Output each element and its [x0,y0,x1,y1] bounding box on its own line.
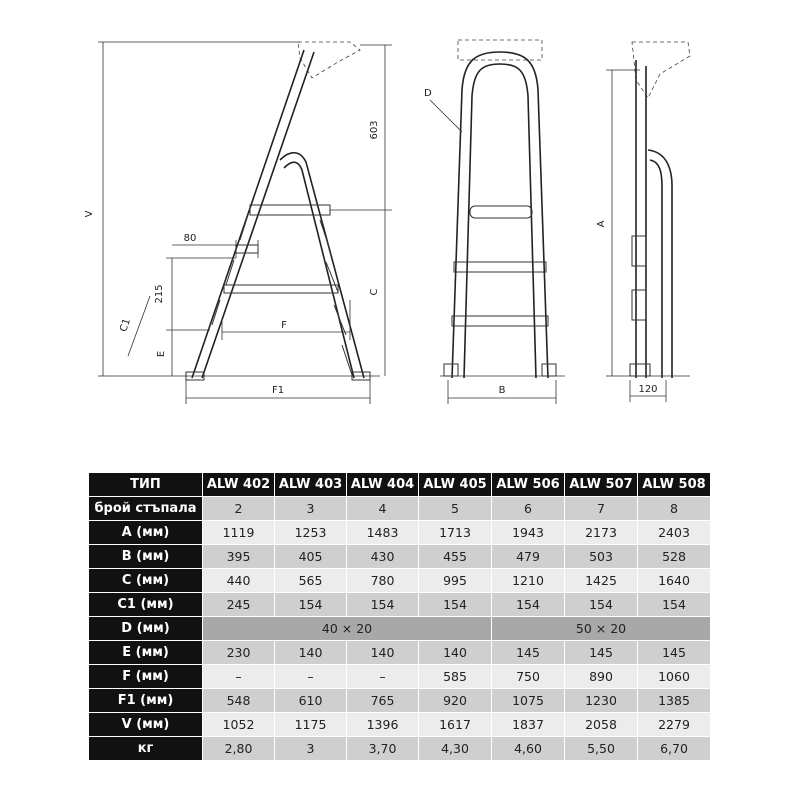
cell: 1052 [203,713,275,737]
cell: 780 [347,569,419,593]
cell: 145 [638,641,711,665]
cell: 145 [565,641,638,665]
cell: 5 [419,497,492,521]
header-model: ALW 403 [275,473,347,497]
cell: 154 [638,593,711,617]
cell: 3 [275,737,347,761]
cell: 528 [638,545,711,569]
cell: 154 [492,593,565,617]
table-row [89,665,711,689]
header-model: ALW 506 [492,473,565,497]
cell: 548 [203,689,275,713]
row-label: F (мм) [89,665,203,689]
table-row [89,569,711,593]
label-a: A [596,220,607,228]
cell: – [203,665,275,689]
label-80: 80 [183,233,197,244]
cell: 1210 [492,569,565,593]
cell: 479 [492,545,565,569]
cell: 154 [565,593,638,617]
cell: 154 [347,593,419,617]
cell: 1060 [638,665,711,689]
row-label: F1 (мм) [89,689,203,713]
cell: 1075 [492,689,565,713]
row-label: брой стъпала [89,497,203,521]
cell: 4 [347,497,419,521]
cell: 750 [492,665,565,689]
label-d: D [424,88,432,99]
cell: 1396 [347,713,419,737]
cell: 890 [565,665,638,689]
cell: 2173 [565,521,638,545]
table-row [89,641,711,665]
row-label: E (мм) [89,641,203,665]
cell: 585 [419,665,492,689]
label-c1: C1 [118,317,133,334]
label-c: C [369,288,380,296]
cell: 4,60 [492,737,565,761]
cell: – [347,665,419,689]
cell: 1943 [492,521,565,545]
cell: 765 [347,689,419,713]
specification-table [88,472,711,761]
cell: 4,30 [419,737,492,761]
cell: 6 [492,497,565,521]
cell: 145 [492,641,565,665]
header-model: ALW 402 [203,473,275,497]
cell: 920 [419,689,492,713]
cell: 140 [275,641,347,665]
cell: 7 [565,497,638,521]
table-row [89,545,711,569]
cell: 3 [275,497,347,521]
label-v: V [84,210,95,218]
cell: 1230 [565,689,638,713]
cell: 230 [203,641,275,665]
cell: 5,50 [565,737,638,761]
cell: 245 [203,593,275,617]
row-label: кг [89,737,203,761]
table-row [89,497,711,521]
row-label: D (мм) [89,617,203,641]
cell: 140 [347,641,419,665]
cell: 1253 [275,521,347,545]
cell: 140 [419,641,492,665]
header-model: ALW 508 [638,473,711,497]
cell: 2403 [638,521,711,545]
cell: 1425 [565,569,638,593]
label-f1: F1 [271,385,285,396]
cell: 1175 [275,713,347,737]
cell: 2279 [638,713,711,737]
cell: 8 [638,497,711,521]
table-row [89,617,711,641]
cell: 1385 [638,689,711,713]
cell: 154 [275,593,347,617]
table-header-row [89,473,711,497]
cell: 455 [419,545,492,569]
cell: 2058 [565,713,638,737]
table-row [89,713,711,737]
label-120: 120 [638,384,658,395]
label-215: 215 [154,284,165,304]
row-label: A (мм) [89,521,203,545]
folded-view [596,42,690,402]
table-row [89,689,711,713]
cell: 405 [275,545,347,569]
cell: 1617 [419,713,492,737]
table-row [89,737,711,761]
cell: 2 [203,497,275,521]
cell-merged: 40 × 20 [203,617,492,641]
cell: 503 [565,545,638,569]
label-e: E [156,350,167,358]
cell-merged: 50 × 20 [492,617,711,641]
row-label: C (мм) [89,569,203,593]
cell: 565 [275,569,347,593]
cell: 1837 [492,713,565,737]
side-view [84,42,392,404]
cell: 1483 [347,521,419,545]
table-row [89,521,711,545]
cell: 1119 [203,521,275,545]
cell: 995 [419,569,492,593]
cell: 1640 [638,569,711,593]
label-603: 603 [369,120,380,140]
row-label: C1 (мм) [89,593,203,617]
header-model: ALW 405 [419,473,492,497]
front-view [424,40,565,404]
label-b: B [498,385,506,396]
cell: – [275,665,347,689]
table-row [89,593,711,617]
cell: 2,80 [203,737,275,761]
cell: 3,70 [347,737,419,761]
row-label: B (мм) [89,545,203,569]
cell: 440 [203,569,275,593]
cell: 430 [347,545,419,569]
row-label: V (мм) [89,713,203,737]
cell: 395 [203,545,275,569]
header-model: ALW 507 [565,473,638,497]
cell: 610 [275,689,347,713]
label-f: F [281,320,287,331]
header-type: ТИП [89,473,203,497]
header-model: ALW 404 [347,473,419,497]
cell: 6,70 [638,737,711,761]
cell: 154 [419,593,492,617]
cell: 1713 [419,521,492,545]
